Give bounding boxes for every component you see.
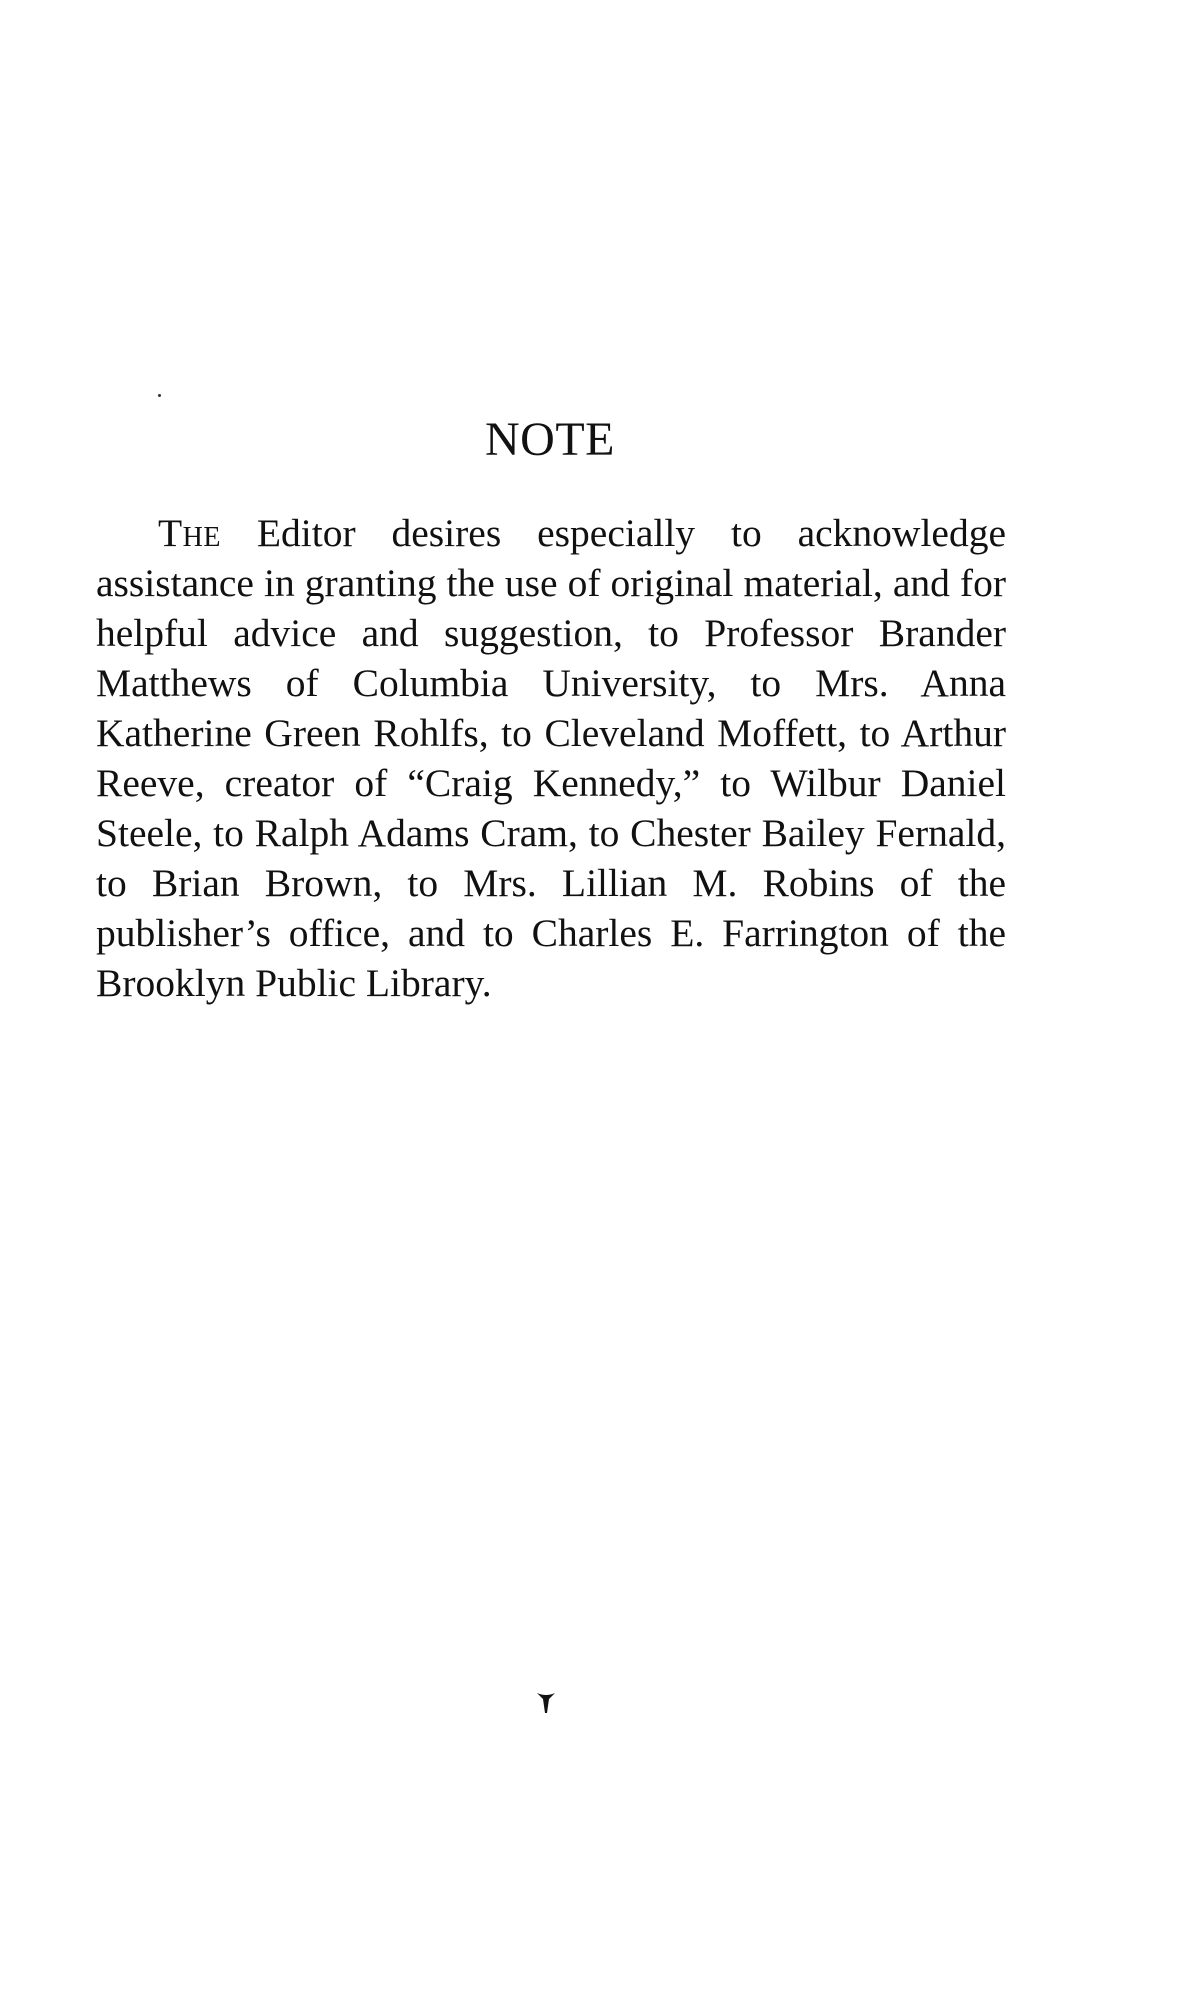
note-body-text: Editor desires especially to acknowledge assistance in granting the use of original material, and for helpful advice and suggestion, to Professor Brander Matthews of Columbia University, to Mrs. Anna Katherine Green Rohlfs, to Cleveland Moffett, to Arthur Reeve, creator of “Craig Kennedy,” to Wilbur Daniel Steele, to Ralph Adams Cram, to Chester Bailey Fernald, to Brian Brown, to Mrs. Lillian M. Robins of the publisher’s office, and to Charles E. Farrington of the Brooklyn Public Library.: [96, 511, 1006, 1005]
printer-ornament-icon: [536, 1690, 556, 1714]
ink-speck: [158, 394, 161, 397]
note-paragraph: [96, 508, 1006, 1008]
note-lead-word: The: [158, 511, 221, 555]
page-title: NOTE: [485, 413, 615, 466]
